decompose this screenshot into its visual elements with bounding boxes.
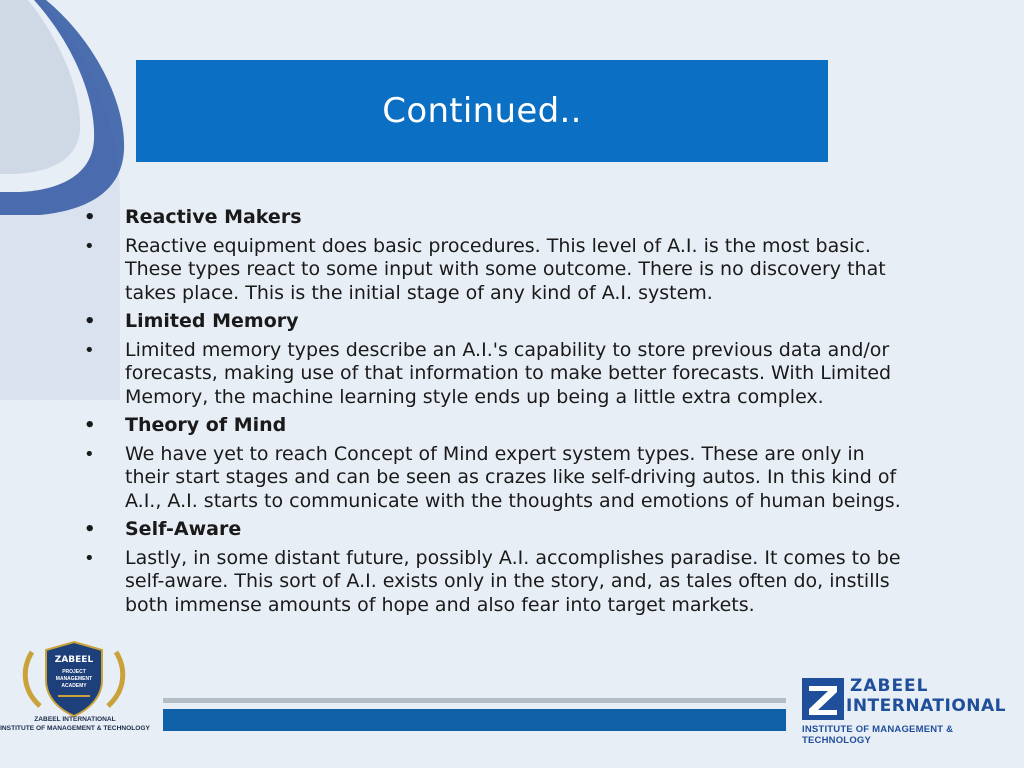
zabeel-z-mark-icon [802, 678, 844, 720]
logo-subtitle: INSTITUTE OF MANAGEMENT & TECHNOLOGY [802, 724, 954, 746]
bullet-marker: • [84, 519, 96, 540]
footer-divider-line [163, 698, 786, 703]
slide-title: Continued.. [382, 91, 582, 131]
bullet-item [84, 235, 904, 306]
bullet-marker: • [84, 415, 96, 436]
logo-name-line2: INTERNATIONAL [846, 696, 1007, 716]
bullet-heading-theory-of-mind: Theory of Mind [125, 414, 287, 436]
bullet-text: Limited memory types describe an A.I.'s capability to store previous data and/or forecasts, making use of that information to make better forecasts. With Limited Memory, the machine learning style ends up being a little extra complex. [125, 338, 892, 408]
badge-caption-line2: INSTITUTE OF MANAGEMENT & TECHNOLOGY [0, 725, 150, 732]
bullet-marker: • [84, 207, 96, 228]
bullet-marker: • [84, 443, 95, 465]
bullet-list [84, 206, 904, 622]
badge-text-zabeel: ZABEEL [54, 655, 94, 665]
badge-text-project: PROJECT [62, 669, 86, 675]
logo-name-line1: ZABEEL [850, 676, 929, 696]
badge-text-management: MANAGEMENT [55, 676, 93, 682]
title-bar [136, 60, 828, 162]
bullet-item [84, 206, 904, 230]
academy-badge-logo [18, 640, 130, 718]
bullet-text: Reactive equipment does basic procedures. This level of A.I. is the most basic. These types react to some input with some outcome. There is no discovery that takes place. This is the initial stage of any kind of A.I. system. [125, 234, 886, 304]
bullet-marker: • [84, 339, 95, 361]
bullet-heading-self-aware: Self-Aware [125, 518, 242, 540]
bullet-marker: • [84, 547, 95, 569]
badge-caption-line1: ZABEEL INTERNATIONAL [34, 716, 116, 723]
zabeel-international-logo [800, 676, 1024, 746]
bullet-heading-limited-memory: Limited Memory [125, 310, 299, 332]
badge-text-academy: ACADEMY [61, 683, 87, 689]
bullet-marker: • [84, 311, 96, 332]
bullet-item [84, 339, 904, 410]
bullet-heading-reactive-makers: Reactive Makers [125, 206, 302, 228]
badge-caption [0, 715, 150, 733]
bullet-marker: • [84, 235, 95, 257]
bullet-text: We have yet to reach Concept of Mind expert system types. These are only in their start stages and can be seen as crazes like self-driving autos. In this kind of A.I., A.I. starts to communicate with the thoughts and emotions of human beings. [125, 442, 901, 512]
bullet-item [84, 414, 904, 438]
bullet-item [84, 518, 904, 542]
bullet-item [84, 547, 904, 618]
bullet-item [84, 310, 904, 334]
footer-bar [163, 709, 786, 731]
bullet-text: Lastly, in some distant future, possibly A.I. accomplishes paradise. It comes to be self-aware. This sort of A.I. exists only in the story, and, as tales often do, instills both immense amounts of hope and also fear into target markets. [125, 546, 901, 616]
bullet-item [84, 443, 904, 514]
